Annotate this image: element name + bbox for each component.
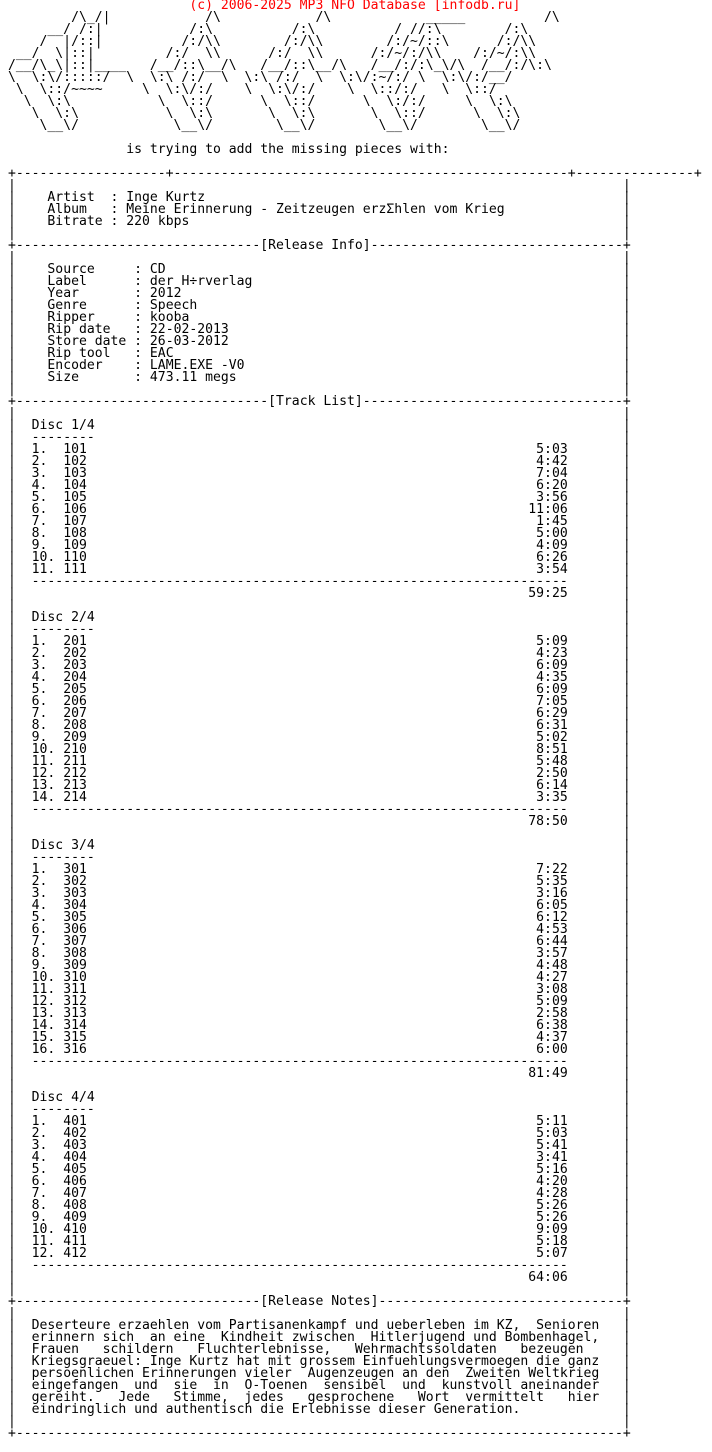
bitrate-value: 220 kbps — [126, 214, 623, 229]
nfo-line — [16, 1414, 623, 1429]
info-store-date-value: 26-03-2012 — [149, 334, 623, 349]
artist-label: Artist — [15, 190, 111, 205]
track-row: 7. 107 1:45 — [15, 514, 623, 529]
track-row: 9. 409 5:26 — [15, 1210, 623, 1225]
track-row: 3. 103 7:04 — [15, 466, 623, 481]
release-notes-line: persoenlichen Erinnerungen vieler Augenzeugen an den Zweiten Weltkrieg — [15, 1366, 623, 1381]
artist-value: Inge Kurtz — [126, 190, 623, 205]
track-row: 8. 208 6:31 — [15, 718, 623, 733]
track-row: 1. 101 5:03 — [15, 442, 623, 457]
track-row: 2. 202 4:23 — [15, 646, 623, 661]
track-row: 9. 109 4:09 — [15, 538, 623, 553]
summary-block: | | | Artist : Inge Kurtz | | Album : Meine Erinnerung - Zeitzeugen erzΣhlen vom Krieg | | Bitrate : 220 kbps | | | — [8, 178, 631, 241]
track-row: 7. 307 6:44 — [15, 934, 623, 949]
info-label-value: der H÷rverlag — [149, 274, 623, 289]
album-label: Album — [15, 202, 111, 217]
nfo-line: -------------------------------------------------------------------- — [15, 1258, 623, 1273]
disc-title: Disc 4/4 — [15, 1090, 623, 1105]
track-row: 4. 404 3:41 — [15, 1150, 623, 1165]
release-info-block: +-------------------------------[Release Info]--------------------------------+ | | | Source : CD | | Label : der H÷rverlag | | Year : 2012 | | Genre : Speech | | Ripper : kooba | | Rip date : 22-02-2013 | | Store date : 26-03-2012 | | Rip tool : EAC | | Encoder : LAME.EXE -V0 | | Size : 473.11 megs | | | — [8, 238, 631, 397]
track-row: 7. 207 6:29 — [15, 706, 623, 721]
disc-title: Disc 3/4 — [15, 838, 623, 853]
release-notes-line: Deserteure erzaehlen vom Partisanenkampf und ueberleben im KZ, Senioren — [15, 1318, 623, 1333]
track-row: 10. 410 9:09 — [15, 1222, 623, 1237]
track-row: 11. 111 3:54 — [15, 562, 623, 577]
track-row: 1. 301 7:22 — [15, 862, 623, 877]
release-notes-block: +-------------------------------[Release Notes]-------------------------------+ | | | Deserteure erzaehlen vom Partisanenkampf und ueberleben im KZ, Senioren | | erinnern sich an eine Kindheit zwischen Hitlerjugend und Bombenhagel, | | Frauen schildern Fluchterlebnisse, Wehrmachtssoldaten bezeugen | | Kriegsgraeuel: Inge Kurtz hat mit grossem Einfuehlungsvermoegen die ganz | | persoenlichen Erinnerungen vieler Augenzeugen an den Zweiten Weltkrieg | | eingefangen und sie in O-Toenen sensibel und kunstvoll aneinander | | gereiht. Jede Stimme, jedes gesprochene Wort vermittelt hier | | eindringlich und authentisch die Erlebnisse dieser Generation. | | | +-----------------------------------------------------------------------------+ — [8, 1294, 631, 1441]
track-row: 4. 204 4:35 — [15, 670, 623, 685]
nfo-line: -------- — [15, 850, 623, 865]
track-row: 3. 403 5:41 — [15, 1138, 623, 1153]
track-row: 5. 205 6:09 — [15, 682, 623, 697]
track-row: 12. 412 5:07 — [15, 1246, 623, 1261]
track-row: 8. 308 3:57 — [15, 946, 623, 961]
track-row: 14. 314 6:38 — [15, 1018, 623, 1033]
track-row: 7. 407 4:28 — [15, 1186, 623, 1201]
track-row: 10. 310 4:27 — [15, 970, 623, 985]
info-ripper-value: kooba — [149, 310, 623, 325]
info-encoder-value: LAME.EXE -V0 — [149, 358, 623, 373]
disc-title: Disc 2/4 — [15, 610, 623, 625]
section-title: [Release Notes] — [260, 1294, 379, 1309]
info-rip-date-label: Rip date — [15, 322, 135, 337]
info-rip-date-value: 22-02-2013 — [149, 322, 623, 337]
track-row: 5. 405 5:16 — [15, 1162, 623, 1177]
nfo-line: -------------------------------------------------------------------- — [15, 802, 623, 817]
section-title: [Track List] — [268, 394, 363, 409]
info-encoder-label: Encoder — [15, 358, 135, 373]
info-size-value: 473.11 megs — [149, 370, 623, 385]
track-row: 5. 105 3:56 — [15, 490, 623, 505]
track-row: 16. 316 6:00 — [15, 1042, 623, 1057]
track-row: 3. 203 6:09 — [15, 658, 623, 673]
nfo-line: -------- — [15, 622, 623, 637]
release-notes-line: Frauen schildern Fluchterlebnisse, Wehrmachtssoldaten bezeugen — [15, 1342, 623, 1357]
release-notes-line: eindringlich und authentisch die Erlebnisse dieser Generation. — [15, 1402, 623, 1417]
ascii-logo: /\_/| /\ /\ _____ /\ __/ /:| /:\ /:\ / //:\ /:\ / |/::| /:/\\ /:/\\ /:/~/::\ /:/\\ __/ \|::| /:/ \\ /:/ \\ /:/~/:/\\ /:/~/:\\ /__/\_\|::|____ /__/::\__/\ /__/::\__/\ /__/:/:\_\/\ /__/:/\:\ \ \:\/:::::/ \ \:\ /:/ \ \:\ /:/ \ \:\/:~/:/ \ \:\/:/__/ \ \::/~~~~ \ \:\/:/ \ \:\/:/ \ \::/:/ \ \::/ \ \:\ \ \::/ \ \::/ \ \:/:/ \ \:\ \ \:\ \ \:\ \ \:\ \ \::/ \ \:\ \__\/ \__\/ \__\/ \__\/ \__\/ — [8, 10, 560, 133]
disc-title: Disc 1/4 — [15, 418, 623, 433]
release-notes-line: eingefangen und sie in O-Toenen sensibel und kunstvoll aneinander — [15, 1378, 623, 1393]
info-store-date-label: Store date — [15, 334, 135, 349]
info-ripper-label: Ripper — [15, 310, 135, 325]
info-source-label: Source — [15, 262, 135, 277]
track-row: 5. 305 6:12 — [15, 910, 623, 925]
info-rip-tool-value: EAC — [149, 346, 623, 361]
track-row: 6. 306 4:53 — [15, 922, 623, 937]
nfo-document: (c) 2006-2025 MP3 NFO Database [infodb.ru] /\_/| /\ /\ _____ /\ __/ /:| /:\ /:\ / //:\ /:\ / |/::| /:/\\ /:/\\ /:/~/::\ /:/\\ __/ \|::| /:/ \\ /:/ \\ /:/~/:/\\ /:/~/:\\ /__/\_\|::|____ /__/::\__/\ /__/::\__/\ /__/:/:\_\/\ /__/:/\:\ \ \:\/:::::/ \ \:\ /:/ \ \:\ /:/ \ \:\/:~/:/ \ \:\/:/__/ \ \::/~~~~ \ \:\/:/ \ \:\/:/ \ \::/:/ \ \::/ \ \:\ \ \::/ \ \::/ \ \:/:/ \ \:\ \ \:\ \ \:\ \ \:\ \ \::/ \ \:\ \__\/ \__\/ \__\/ \__\/ \__\/ is trying to add the missing pieces with: +-------------------+--------------------------------------------------+---------------+ | | | Artist : Inge Kurtz | | Album : Meine Erinnerung - Zeitzeugen erzΣhlen vom Krieg | | Bitrate : 220 kbps | | | +-------------------------------[Release Info]--------------------------------+ | | | Source : CD | | Label : der H÷rverlag | | Year : 2012 | | Genre : Speech | | Ripper : kooba | | Rip date : 22-02-2013 | | Store date : 26-03-2012 | | Rip tool : EAC | | Encoder : LAME.EXE -V0 | | Size : 473.11 megs | | | +--------------------------------[Track List]---------------------------------+ | | | Disc 1/4 | | -------- | | 1. 101 5:03 | | 2. 102 4:42 | | 3. 103 7:04 | | 4. 104 6:20 | | 5. 105 3:56 | | 6. 106 11:06 | | 7. 107 1:45 | | 8. 108 5:00 | | 9. 109 4:09 | | 10. 110 6:26 | | 11. 111 3:54 | | -------------------------------------------------------------------- | | 59:25 | | | | Disc 2/4 | | -------- | | 1. 201 5:09 | | 2. 202 4:23 | | 3. 203 6:09 | | 4. 204 4:35 | | 5. 205 6:09 | | 6. 206 7:05 | | 7. 207 6:29 | | 8. 208 6:31 | | 9. 209 5:02 | | 10. 210 8:51 | | 11. 211 5:48 | | 12. 212 2:50 | | 13. 213 6:14 | | 14. 214 3:35 | | -------------------------------------------------------------------- | | 78:50 | | | | Disc 3/4 | | -------- | | 1. 301 7:22 | | 2. 302 5:35 | | 3. 303 3:16 | | 4. 304 6:05 | | 5. 305 6:12 | | 6. 306 4:53 | | 7. 307 6:44 | | 8. 308 3:57 | | 9. 309 4:48 | | 10. 310 4:27 | | 11. 311 3:08 | | 12. 312 5:09 | | 13. 313 2:58 | | 14. 314 6:38 | | 15. 315 4:37 | | 16. 316 6:00 | | -------------------------------------------------------------------- | | 81:49 | | | | Disc 4/4 | | -------- | | 1. 401 5:11 | | 2. 402 5:03 | | 3. 403 5:41 | | 4. 404 3:41 | | 5. 405 5:16 | | 6. 406 4:20 | | 7. 407 4:28 | | 8. 408 5:26 | | 9. 409 5:26 | | 10. 410 9:09 | | 11. 411 5:18 | | 12. 412 5:07 | | -------------------------------------------------------------------- | | 64:06 | | | +-------------------------------[Release Notes]-------------------------------+ | | | Deserteure erzaehlen vom Partisanenkampf und ueberleben im KZ, Senioren | | erinnern sich an eine Kindheit zwischen Hitlerjugend und Bombenhagel, | | Frauen schildern Fluchterlebnisse, Wehrmachtssoldaten bezeugen | | Kriegsgraeuel: Inge Kurtz hat mit grossem Einfuehlungsvermoegen die ganz | | persoenlichen Erinnerungen vieler Augenzeugen an den Zweiten Weltkrieg | | eingefangen und sie in O-Toenen sensibel und kunstvoll aneinander | | gereiht. Jede Stimme, jedes gesprochene Wort vermittelt hier | | eindringlich und authentisch die Erlebnisse dieser Generation. | | | +-----------------------------------------------------------------------------+ — [8, 0, 702, 1441]
release-notes-line: erinnern sich an eine Kindheit zwischen Hitlerjugend und Bombenhagel, — [15, 1330, 623, 1345]
track-row: 15. 315 4:37 — [15, 1030, 623, 1045]
track-row: 8. 108 5:00 — [15, 526, 623, 541]
track-row: 2. 102 4:42 — [15, 454, 623, 469]
track-row: 9. 209 5:02 — [15, 730, 623, 745]
track-row: 10. 210 8:51 — [15, 742, 623, 757]
tagline: is trying to add the missing pieces with: — [126, 142, 450, 157]
track-row: 4. 104 6:20 — [15, 478, 623, 493]
track-row: 6. 406 4:20 — [15, 1174, 623, 1189]
track-row: 2. 302 5:35 — [15, 874, 623, 889]
nfo-line: -------------------------------------------------------------------- — [15, 574, 623, 589]
disc-total-time: 81:49 — [15, 1066, 623, 1081]
nfo-line: -------- — [15, 1102, 623, 1117]
track-row: 14. 214 3:35 — [15, 790, 623, 805]
track-row: 12. 212 2:50 — [15, 766, 623, 781]
disc-total-time: 78:50 — [15, 814, 623, 829]
info-source-value: CD — [149, 262, 623, 277]
disc-total-time: 59:25 — [15, 586, 623, 601]
track-row: 2. 402 5:03 — [15, 1126, 623, 1141]
track-row: 6. 106 11:06 — [15, 502, 623, 517]
album-value: Meine Erinnerung - Zeitzeugen erzΣhlen vom Krieg — [126, 202, 623, 217]
track-row: 8. 408 5:26 — [15, 1198, 623, 1213]
info-genre-value: Speech — [149, 298, 623, 313]
track-row: 13. 313 2:58 — [15, 1006, 623, 1021]
release-notes-line: Kriegsgraeuel: Inge Kurtz hat mit grossem Einfuehlungsvermoegen die ganz — [15, 1354, 623, 1369]
info-year-label: Year — [15, 286, 135, 301]
track-row: 9. 309 4:48 — [15, 958, 623, 973]
track-row: 11. 211 5:48 — [15, 754, 623, 769]
nfo-line: -------------------------------------------------------------------- — [15, 1054, 623, 1069]
track-row: 1. 201 5:09 — [15, 634, 623, 649]
disc-total-time: 64:06 — [15, 1270, 623, 1285]
bitrate-label: Bitrate — [15, 214, 111, 229]
copyright-text: (c) 2006-2025 MP3 NFO Database [infodb.ru] — [189, 0, 521, 13]
track-row: 11. 411 5:18 — [15, 1234, 623, 1249]
info-size-label: Size — [15, 370, 135, 385]
info-year-value: 2012 — [149, 286, 623, 301]
track-row: 6. 206 7:05 — [15, 694, 623, 709]
track-list-block: +--------------------------------[Track List]---------------------------------+ | | | Disc 1/4 | | -------- | | 1. 101 5:03 | | 2. 102 4:42 | | 3. 103 7:04 | | 4. 104 6:20 | | 5. 105 3:56 | | 6. 106 11:06 | | 7. 107 1:45 | | 8. 108 5:00 | | 9. 109 4:09 | | 10. 110 6:26 | | 11. 111 3:54 | | -------------------------------------------------------------------- | | 59:25 | | | | Disc 2/4 | | -------- | | 1. 201 5:09 | | 2. 202 4:23 | | 3. 203 6:09 | | 4. 204 4:35 | | 5. 205 6:09 | | 6. 206 7:05 | | 7. 207 6:29 | | 8. 208 6:31 | | 9. 209 5:02 | | 10. 210 8:51 | | 11. 211 5:48 | | 12. 212 2:50 | | 13. 213 6:14 | | 14. 214 3:35 | | -------------------------------------------------------------------- | | 78:50 | | | | Disc 3/4 | | -------- | | 1. 301 7:22 | | 2. 302 5:35 | | 3. 303 3:16 | | 4. 304 6:05 | | 5. 305 6:12 | | 6. 306 4:53 | | 7. 307 6:44 | | 8. 308 3:57 | | 9. 309 4:48 | | 10. 310 4:27 | | 11. 311 3:08 | | 12. 312 5:09 | | 13. 313 2:58 | | 14. 314 6:38 | | 15. 315 4:37 | | 16. 316 6:00 | | -------------------------------------------------------------------- | | 81:49 | | | | Disc 4/4 | | -------- | | 1. 401 5:11 | | 2. 402 5:03 | | 3. 403 5:41 | | 4. 404 3:41 | | 5. 405 5:16 | | 6. 406 4:20 | | 7. 407 4:28 | | 8. 408 5:26 | | 9. 409 5:26 | | 10. 410 9:09 | | 11. 411 5:18 | | 12. 412 5:07 | | -------------------------------------------------------------------- | | 64:06 | | | — [8, 394, 631, 1297]
info-rip-tool-label: Rip tool — [15, 346, 135, 361]
track-row: 4. 304 6:05 — [15, 898, 623, 913]
track-row: 13. 213 6:14 — [15, 778, 623, 793]
release-notes-line: gereiht. Jede Stimme, jedes gesprochene Wort vermittelt hier — [15, 1390, 623, 1405]
track-row: 12. 312 5:09 — [15, 994, 623, 1009]
track-row: 3. 303 3:16 — [15, 886, 623, 901]
track-row: 1. 401 5:11 — [15, 1114, 623, 1129]
info-label-label: Label — [15, 274, 135, 289]
track-row: 11. 311 3:08 — [15, 982, 623, 997]
track-row: 10. 110 6:26 — [15, 550, 623, 565]
info-genre-label: Genre — [15, 298, 135, 313]
section-title: [Release Info] — [260, 238, 371, 253]
nfo-line: -------- — [15, 430, 623, 445]
